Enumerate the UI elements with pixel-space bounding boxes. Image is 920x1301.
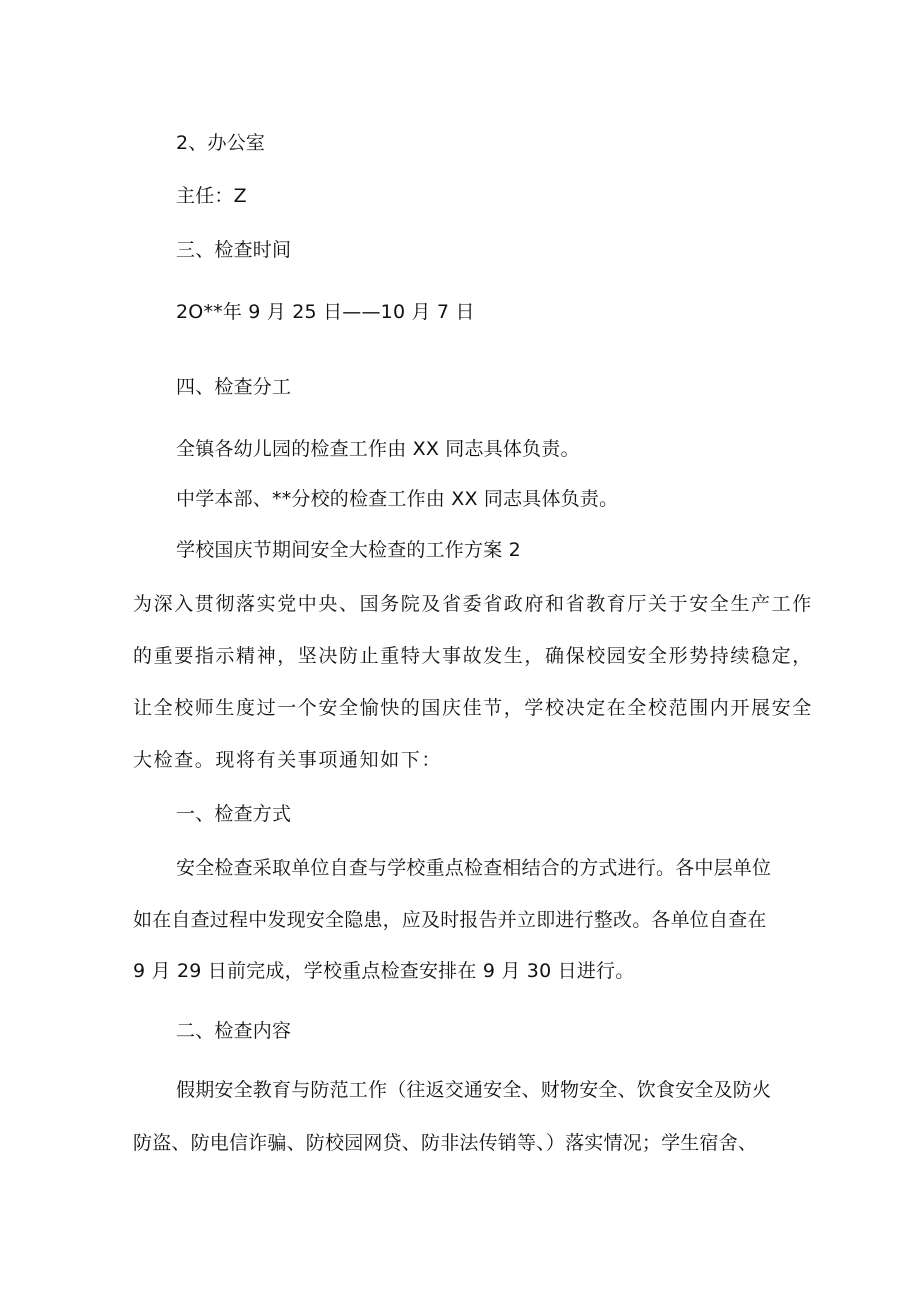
director-line: 主任：Z (176, 185, 247, 207)
heading-inspection-division: 四、检查分工 (176, 376, 292, 398)
kindergarten-responsibility: 全镇各幼儿园的检查工作由 XX 同志具体负责。 (176, 438, 580, 460)
intro-paragraph-line-2: 的重要指示精神，坚决防止重特大事故发生，确保校园安全形势持续稳定， (133, 645, 813, 667)
inspection-date-range: 2O**年 9 月 25 日——10 月 7 日 (176, 301, 475, 323)
method-paragraph-line-1: 安全检查采取单位自查与学校重点检查相结合的方式进行。各中层单位 (176, 857, 772, 879)
method-paragraph-line-2: 如在自查过程中发现安全隐患，应及时报告并立即进行整改。各单位自查在 (133, 909, 767, 931)
heading-inspection-time: 三、检查时间 (176, 239, 292, 261)
intro-paragraph-line-1: 为深入贯彻落实党中央、国务院及省委省政府和省教育厅关于安全生产工作 (133, 593, 813, 615)
content-paragraph-line-2: 防盗、防电信诈骗、防校园网贷、防非法传销等、）落实情况；学生宿舍、 (133, 1132, 758, 1154)
intro-paragraph-line-3: 让全校师生度过一个安全愉快的国庆佳节，学校决定在全校范围内开展安全 (133, 697, 813, 719)
heading-inspection-content: 二、检查内容 (176, 1020, 292, 1042)
heading-inspection-method: 一、检查方式 (176, 803, 292, 825)
plan-title: 学校国庆节期间安全大检查的工作方案 2 (176, 539, 521, 561)
middle-school-responsibility: 中学本部、**分校的检查工作由 XX 同志具体负责。 (176, 488, 619, 510)
section-item-office: 2、办公室 (176, 132, 266, 154)
content-paragraph-line-1: 假期安全教育与防范工作（往返交通安全、财物安全、饮食安全及防火 (176, 1079, 772, 1101)
intro-paragraph-line-4: 大检查。现将有关事项通知如下： (133, 749, 443, 771)
method-paragraph-line-3: 9 月 29 日前完成，学校重点检查安排在 9 月 30 日进行。 (133, 960, 635, 982)
